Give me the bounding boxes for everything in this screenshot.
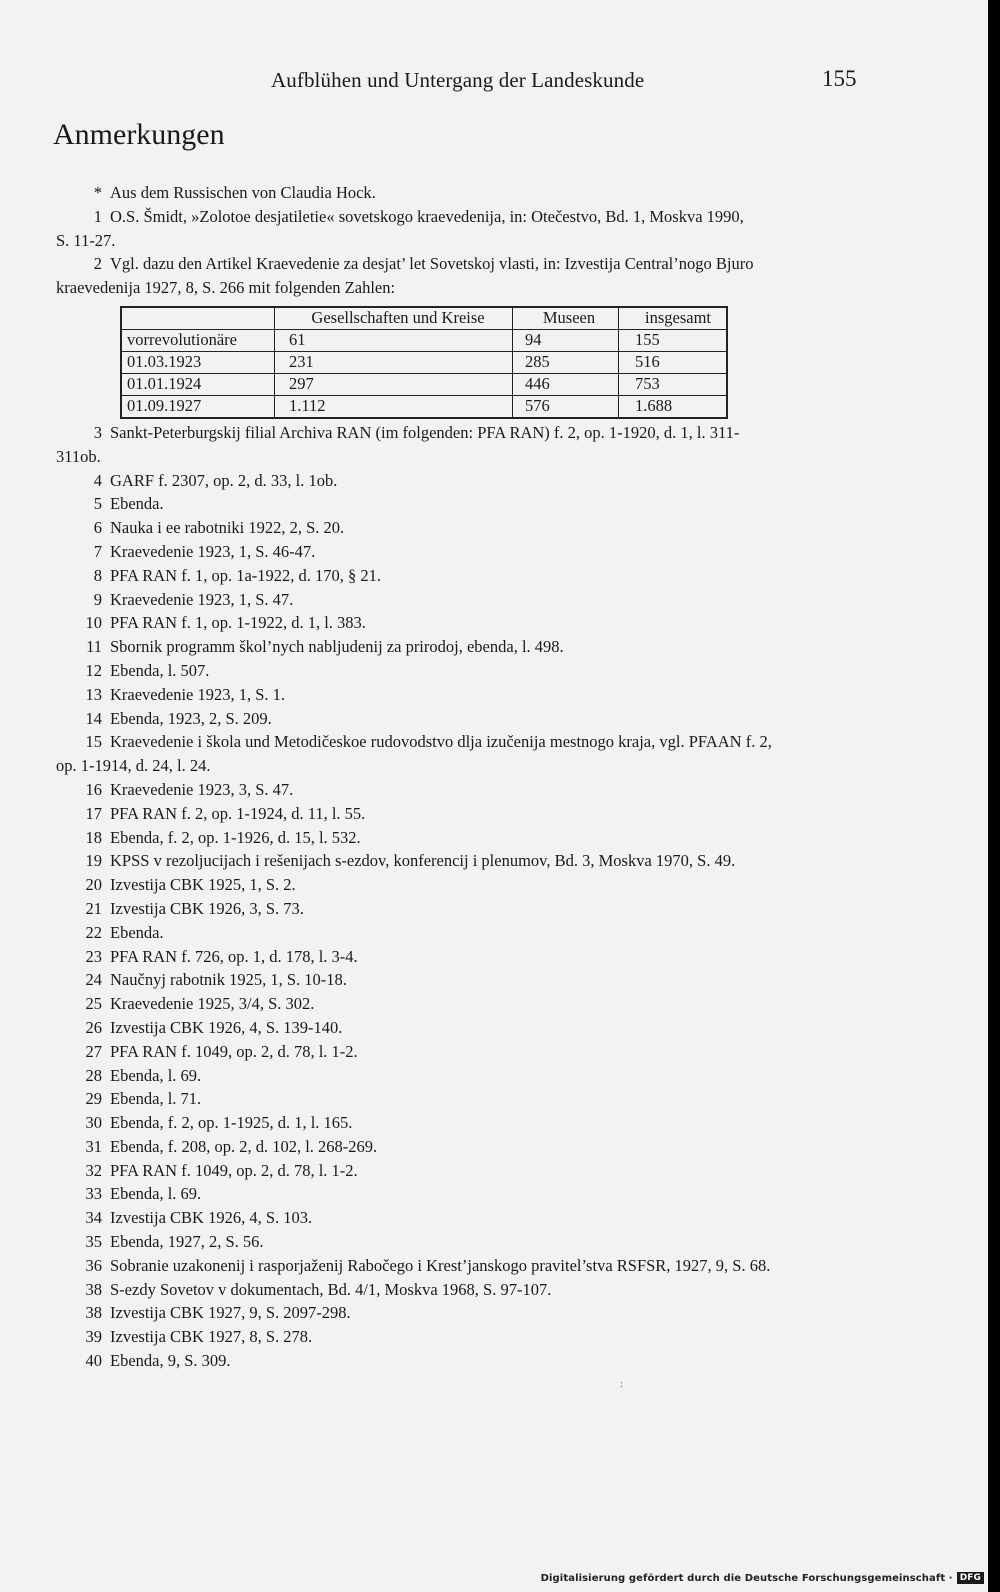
table-cell: 1.112 (275, 395, 513, 418)
table-cell: 753 (619, 373, 728, 395)
running-head: Aufblühen und Untergang der Landeskunde (271, 68, 645, 92)
footnote-number: 10 (85, 613, 102, 633)
footnote-text: Ebenda, l. 507. (110, 660, 210, 680)
footnote (56, 181, 876, 205)
footnote (56, 1206, 876, 1230)
footnote-text: Ebenda, l. 69. (110, 1184, 202, 1204)
footnote (56, 1325, 876, 1349)
footnote-continuation: op. 1-1914, d. 24, l. 24. (56, 756, 211, 776)
footnote-text: Nauka i ee rabotniki 1922, 2, S. 20. (110, 518, 345, 538)
footnote (56, 1111, 876, 1135)
footnote (56, 588, 876, 612)
footnote (56, 968, 876, 992)
footnote (56, 635, 876, 659)
footnote-text: Izvestija CBK 1926, 3, S. 73. (110, 898, 304, 918)
table-cell: 446 (513, 373, 619, 395)
table-cell: 01.09.1927 (121, 395, 275, 418)
table-row (121, 351, 727, 373)
footnote-number: 29 (85, 1089, 102, 1109)
footnote-text: Vgl. dazu den Artikel Kraevedenie za desjat’ let Sovetskoj vlasti, in: Izvestija Central’nogo Bjuro (110, 254, 754, 274)
footnote (56, 421, 876, 469)
footnote (56, 1040, 876, 1064)
footnote-text: PFA RAN f. 1049, op. 2, d. 78, l. 1-2. (110, 1160, 358, 1180)
footnote-text: Ebenda. (110, 922, 164, 942)
footnote-number: 5 (93, 494, 102, 514)
footnote-text: Izvestija CBK 1927, 8, S. 278. (110, 1327, 313, 1347)
table-cell: 94 (513, 329, 619, 351)
table-cell: 516 (619, 351, 728, 373)
table-cell: 01.03.1923 (121, 351, 275, 373)
footnote-text: Izvestija CBK 1925, 1, S. 2. (110, 875, 296, 895)
footnote (56, 1349, 876, 1373)
footnote-number: 23 (85, 946, 102, 966)
footnote (56, 707, 876, 731)
footnote-text: Sbornik programm škol’nych nabljudenij za prirodoj, ebenda, l. 498. (110, 637, 564, 657)
footnote-text: PFA RAN f. 726, op. 1, d. 178, l. 3-4. (110, 946, 358, 966)
footnote-continuation: S. 11-27. (56, 230, 116, 250)
notes-before-table (56, 181, 876, 300)
table-cell: 61 (275, 329, 513, 351)
footnote-text: Ebenda, f. 2, op. 1-1926, d. 15, l. 532. (110, 827, 361, 847)
footnote-text: Ebenda, f. 2, op. 1-1925, d. 1, l. 165. (110, 1113, 353, 1133)
footnote-text: Naučnyj rabotnik 1925, 1, S. 10-18. (110, 970, 347, 990)
footnote-text: PFA RAN f. 1, op. 1a-1922, d. 170, § 21. (110, 565, 382, 585)
table-cell: 297 (275, 373, 513, 395)
footnote (56, 897, 876, 921)
footnote-number: 19 (85, 851, 102, 871)
footnote-text: Kraevedenie 1923, 1, S. 47. (110, 589, 294, 609)
footnote-continuation: kraevedenija 1927, 8, S. 266 mit folgenden Zahlen: (56, 278, 396, 298)
footnote-continuation: 311ob. (56, 446, 101, 466)
section-title: Anmerkungen (53, 118, 225, 151)
footnote-text: Aus dem Russischen von Claudia Hock. (110, 183, 376, 202)
footnote (56, 611, 876, 635)
footnote (56, 1301, 876, 1325)
footnote (56, 1230, 876, 1254)
footnote-text: S-ezdy Sovetov v dokumentach, Bd. 4/1, Moskva 1968, S. 97-107. (110, 1279, 552, 1299)
footnote (56, 469, 876, 493)
footnote-number: 8 (93, 565, 102, 585)
footnote (56, 1064, 876, 1088)
footnote-number: 9 (93, 589, 102, 609)
footnote-number: 17 (85, 803, 102, 823)
footnote (56, 1159, 876, 1183)
table-cell: 576 (513, 395, 619, 418)
table-header-cell: insgesamt (619, 307, 728, 330)
footer (541, 1572, 984, 1584)
footnote-text: Ebenda, l. 69. (110, 1065, 202, 1085)
notes-after-table (56, 421, 876, 1373)
footnote (56, 1254, 876, 1278)
footnote-text: Ebenda, 9, S. 309. (110, 1351, 231, 1371)
footnote-number: 16 (85, 779, 102, 799)
footnote (56, 205, 876, 253)
footnote-number: 7 (93, 541, 102, 561)
footnote-number: 31 (85, 1136, 102, 1156)
footnote (56, 564, 876, 588)
footnote-text: PFA RAN f. 1, op. 1-1922, d. 1, l. 383. (110, 613, 366, 633)
page-number: 155 (822, 66, 857, 91)
footnote-text: Kraevedenie 1923, 1, S. 1. (110, 684, 286, 704)
footnote-number: 30 (85, 1113, 102, 1133)
footnote (56, 1182, 876, 1206)
footnote (56, 992, 876, 1016)
footnote-number: 24 (85, 970, 102, 990)
footnote-text: Ebenda, l. 71. (110, 1089, 202, 1109)
footnote-number: 36 (85, 1255, 102, 1275)
footnote (56, 1087, 876, 1111)
table-header-cell (121, 307, 275, 330)
footnote (56, 802, 876, 826)
footnote-number: 40 (85, 1351, 102, 1371)
table-cell: 231 (275, 351, 513, 373)
footnote-text: Izvestija CBK 1926, 4, S. 139-140. (110, 1017, 343, 1037)
footnote-text: GARF f. 2307, op. 2, d. 33, l. 1ob. (110, 470, 338, 490)
footnote (56, 1278, 876, 1302)
stray-mark: : (620, 1378, 624, 1390)
dfg-logo: DFG (957, 1572, 984, 1584)
footnote-number: 32 (85, 1160, 102, 1180)
footnote-number: 4 (93, 470, 102, 490)
footnote-text: PFA RAN f. 1049, op. 2, d. 78, l. 1-2. (110, 1041, 358, 1061)
footnote-number: 18 (85, 827, 102, 847)
footnote-number: 22 (85, 922, 102, 942)
table-row (121, 329, 727, 351)
footnote-text: Izvestija CBK 1927, 9, S. 2097-298. (110, 1303, 351, 1323)
footnote-text: Sobranie uzakonenij i rasporjaženij Rabočego i Krest’janskogo pravitel’stva RSFSR, 1927, 9, S. 68. (110, 1255, 771, 1275)
footnote-number: 33 (85, 1184, 102, 1204)
footnote-number: 27 (85, 1041, 102, 1061)
footnote-number: 11 (86, 637, 102, 657)
footnote-number: 20 (85, 875, 102, 895)
footnote-number: 2 (93, 254, 102, 274)
footnote-number: 21 (85, 898, 102, 918)
footnote-number: 14 (85, 708, 102, 728)
footnote-number: 28 (85, 1065, 102, 1085)
footnote (56, 540, 876, 564)
table-row (121, 373, 727, 395)
footnote-text: Sankt-Peterburgskij filial Archiva RAN (im folgenden: PFA RAN) f. 2, op. 1-1920, d. 1, l. 311- (110, 422, 740, 442)
footnote-text: Kraevedenie 1923, 1, S. 46-47. (110, 541, 316, 561)
footnote-text: Izvestija CBK 1926, 4, S. 103. (110, 1208, 313, 1228)
footnote-text: Kraevedenie 1925, 3/4, S. 302. (110, 994, 315, 1014)
footnote-number: 1 (93, 206, 102, 226)
footnote (56, 492, 876, 516)
footnote-number: * (93, 183, 102, 202)
table-header-cell: Gesellschaften und Kreise (275, 307, 513, 330)
table-cell: vorrevolutionäre (121, 329, 275, 351)
footnote-number: 13 (85, 684, 102, 704)
footnote (56, 659, 876, 683)
footnote (56, 778, 876, 802)
footnote (56, 849, 876, 873)
footnote (56, 516, 876, 540)
notes-list (56, 181, 876, 1373)
footnote-text: Ebenda. (110, 494, 164, 514)
footnote-text: KPSS v rezoljucijach i rešenijach s-ezdov, konferencij i plenumov, Bd. 3, Moskva 1970, S. 49. (110, 851, 736, 871)
footnote-number: 35 (85, 1232, 102, 1252)
footnote-number: 25 (85, 994, 102, 1014)
footnote (56, 252, 876, 300)
footnote (56, 730, 876, 778)
footnote-text: Kraevedenie 1923, 3, S. 47. (110, 779, 294, 799)
table-row (121, 395, 727, 418)
footnote-number: 6 (93, 518, 102, 538)
footnote-text: Kraevedenie i škola und Metodičeskoe rudovodstvo dlja izučenija mestnogo kraja, vgl. PFAAN f. 2, (110, 732, 772, 752)
footnote-number: 39 (85, 1327, 102, 1347)
table-cell: 01.01.1924 (121, 373, 275, 395)
table-header-row (121, 307, 727, 330)
footnote-number: 38 (85, 1279, 102, 1299)
table-cell: 155 (619, 329, 728, 351)
footer-text: Digitalisierung gefördert durch die Deutsche Forschungsgemeinschaft · (540, 1572, 953, 1584)
footnote-number: 38 (85, 1303, 102, 1323)
footnote-text: Ebenda, f. 208, op. 2, d. 102, l. 268-269. (110, 1136, 378, 1156)
footnote (56, 1016, 876, 1040)
table-cell: 285 (513, 351, 619, 373)
footnote (56, 1135, 876, 1159)
footnote (56, 873, 876, 897)
footnote (56, 826, 876, 850)
footnote-text: Ebenda, 1923, 2, S. 209. (110, 708, 272, 728)
statistics-table (120, 306, 728, 419)
footnote (56, 683, 876, 707)
footnote-number: 12 (85, 660, 102, 680)
footnote-number: 34 (85, 1208, 102, 1228)
table-cell: 1.688 (619, 395, 728, 418)
footnote-number: 3 (93, 422, 102, 442)
footnote-text: Ebenda, 1927, 2, S. 56. (110, 1232, 264, 1252)
footnote-number: 15 (85, 732, 102, 752)
footnote-number: 26 (85, 1017, 102, 1037)
table-header-cell: Museen (513, 307, 619, 330)
footnote (56, 945, 876, 969)
footnote (56, 921, 876, 945)
footnote-text: O.S. Šmidt, »Zolotoe desjatiletie« sovetskogo kraevedenija, in: Otečestvo, Bd. 1, Moskva 1990, (110, 206, 744, 226)
footnote-text: PFA RAN f. 2, op. 1-1924, d. 11, l. 55. (110, 803, 366, 823)
scan-edge (988, 0, 1000, 1592)
